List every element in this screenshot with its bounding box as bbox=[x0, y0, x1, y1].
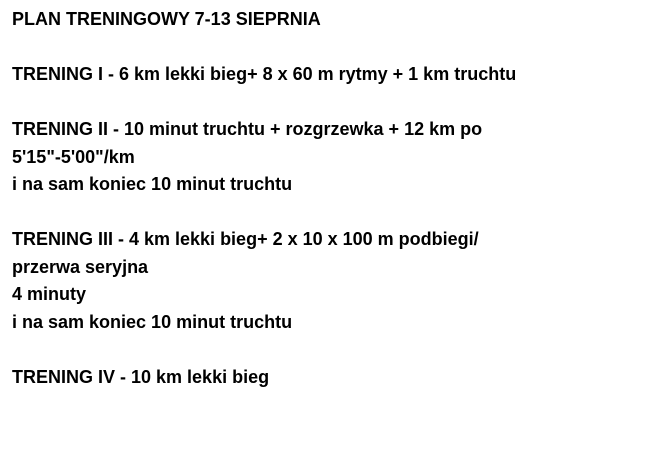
trening-4-line-1: TRENING IV - 10 km lekki bieg bbox=[12, 366, 270, 387]
trening-2-line-3: i na sam koniec 10 minut truchtu bbox=[12, 174, 293, 194]
trening-2-line-1: TRENING II - 10 minut truchtu + rozgrzewka + 12 km po bbox=[12, 119, 483, 139]
trening-3-line-3: 4 minuty bbox=[12, 284, 87, 304]
trening-2-line-2: 5'15"-5'00"/km bbox=[12, 146, 135, 167]
section-trening-1 bbox=[12, 61, 638, 89]
section-trening-4 bbox=[12, 364, 638, 392]
trening-3-line-2: przerwa seryjna bbox=[12, 256, 149, 277]
page-title: PLAN TRENINGOWY 7-13 SIEPRNIA bbox=[12, 9, 321, 29]
section-trening-2 bbox=[12, 116, 638, 199]
trening-1-line-1: TRENING I - 6 km lekki bieg+ 8 x 60 m rytmy + 1 km truchtu bbox=[12, 64, 517, 84]
trening-3-line-1: TRENING III - 4 km lekki bieg+ 2 x 10 x 100 m podbiegi/ bbox=[12, 229, 479, 249]
section-trening-3 bbox=[12, 226, 638, 336]
trening-3-line-4: i na sam koniec 10 minut truchtu bbox=[12, 311, 293, 332]
